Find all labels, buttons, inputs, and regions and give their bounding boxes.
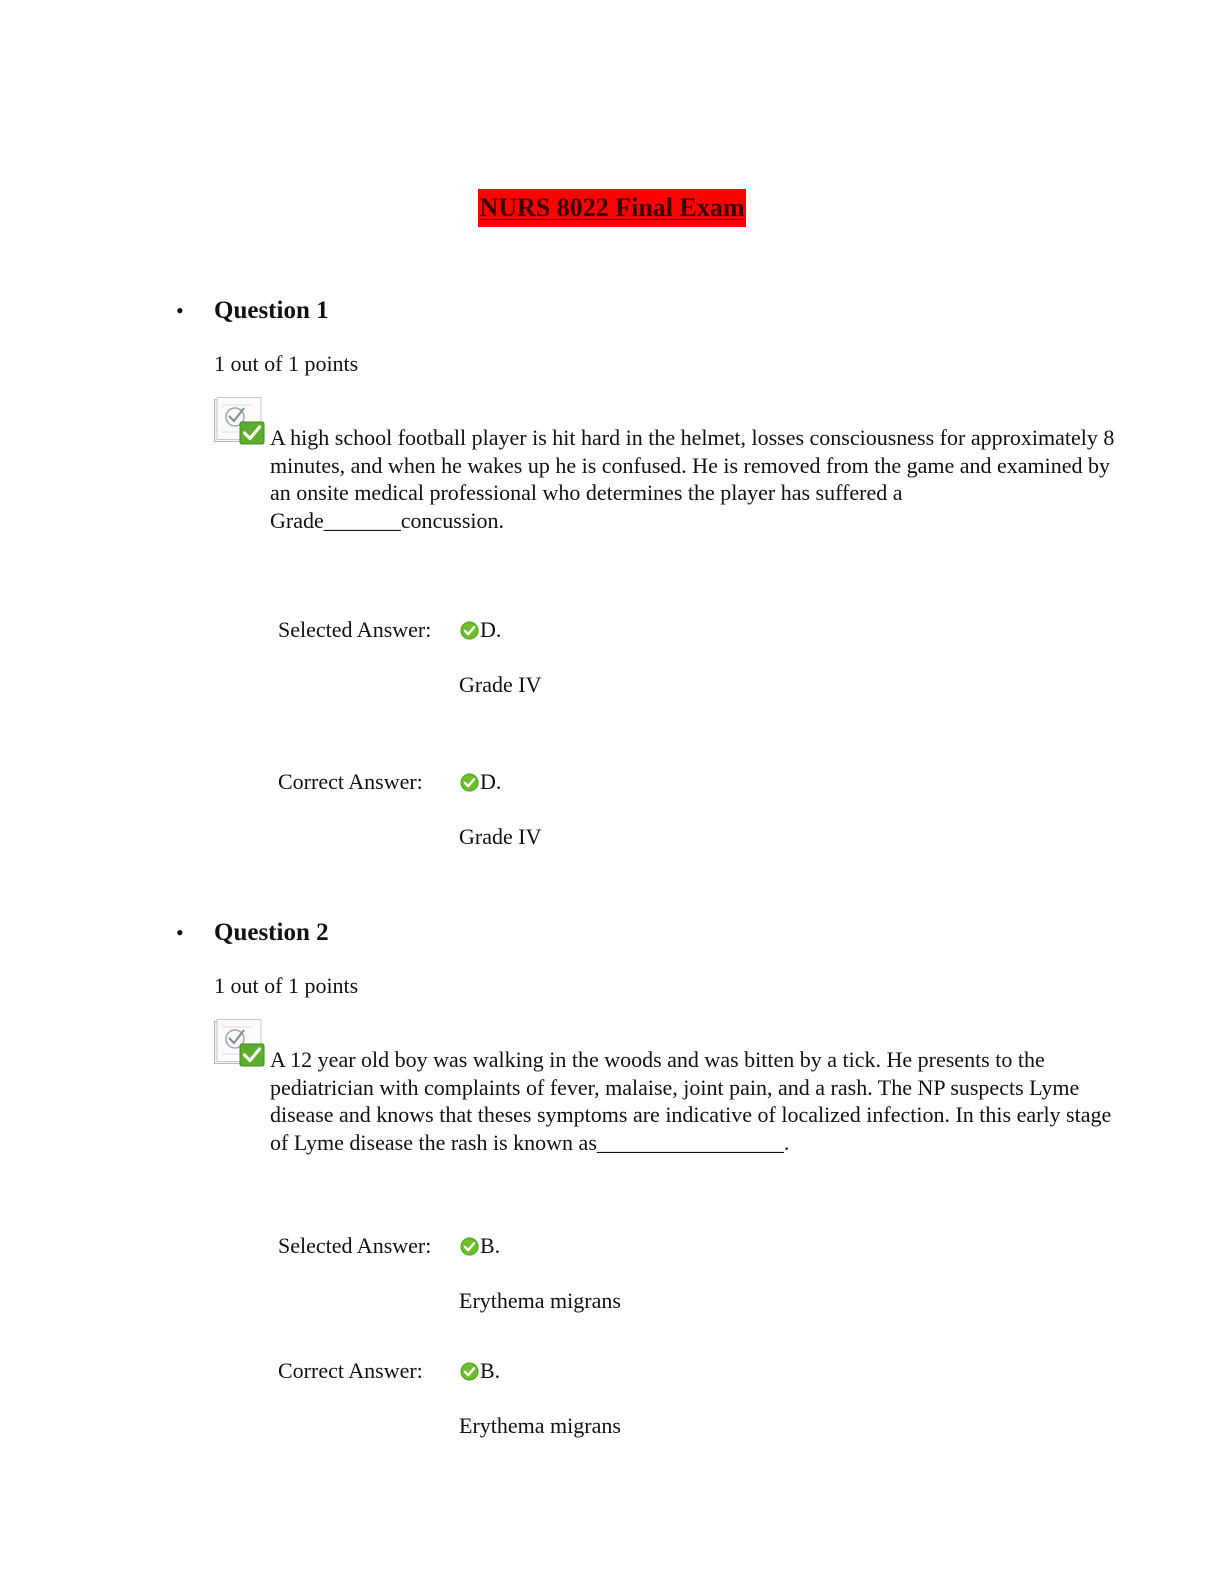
selected-answer-option xyxy=(460,1232,500,1260)
bullet: • xyxy=(176,298,184,323)
correct-answer-label: Correct Answer: xyxy=(278,1358,423,1383)
correct-check-icon xyxy=(460,621,479,640)
correct-check-icon xyxy=(460,773,479,792)
question-points: 1 out of 1 points xyxy=(214,351,359,376)
correct-answer-letter: D. xyxy=(480,769,502,794)
correct-answer-letter: B. xyxy=(480,1358,501,1383)
selected-answer-text: Grade IV xyxy=(459,672,542,697)
question-title: Question 2 xyxy=(214,919,329,946)
question-title: Question 1 xyxy=(214,297,329,324)
title-container xyxy=(0,189,1224,227)
bullet: • xyxy=(176,920,184,945)
selected-answer-text: Erythema migrans xyxy=(459,1288,621,1313)
selected-answer-option xyxy=(460,616,501,644)
selected-answer-letter: B. xyxy=(480,1233,501,1258)
selected-answer-label: Selected Answer: xyxy=(278,617,432,642)
correct-answer-text: Grade IV xyxy=(459,824,542,849)
question-correct-icon xyxy=(213,396,265,446)
question-text: A high school football player is hit hard in the helmet, losses consciousness for approximately 8 minutes, and when he wakes up he is confused. He is removed from the game and examined by an onsite medical professional who determines the player has suffered a Grade_______concussion. xyxy=(270,425,1115,533)
question-text: A 12 year old boy was walking in the woods and was bitten by a tick. He presents to the pediatrician with complaints of fever, malaise, joint pain, and a rash. The NP suspects Lyme disease and knows that theses symptoms are indicative of localized infection. In this early stage of Lyme disease the rash is known as_________________. xyxy=(270,1047,1112,1155)
correct-answer-label: Correct Answer: xyxy=(278,769,423,794)
correct-check-icon xyxy=(460,1237,479,1256)
selected-answer-letter: D. xyxy=(480,617,502,642)
correct-check-icon xyxy=(460,1362,479,1381)
correct-answer-option xyxy=(460,768,501,796)
question-correct-icon xyxy=(213,1018,265,1068)
question-points: 1 out of 1 points xyxy=(214,973,359,998)
selected-answer-label: Selected Answer: xyxy=(278,1233,432,1258)
correct-answer-text: Erythema migrans xyxy=(459,1413,621,1438)
page-title: NURS 8022 Final Exam xyxy=(478,189,745,227)
correct-answer-option xyxy=(460,1357,500,1385)
